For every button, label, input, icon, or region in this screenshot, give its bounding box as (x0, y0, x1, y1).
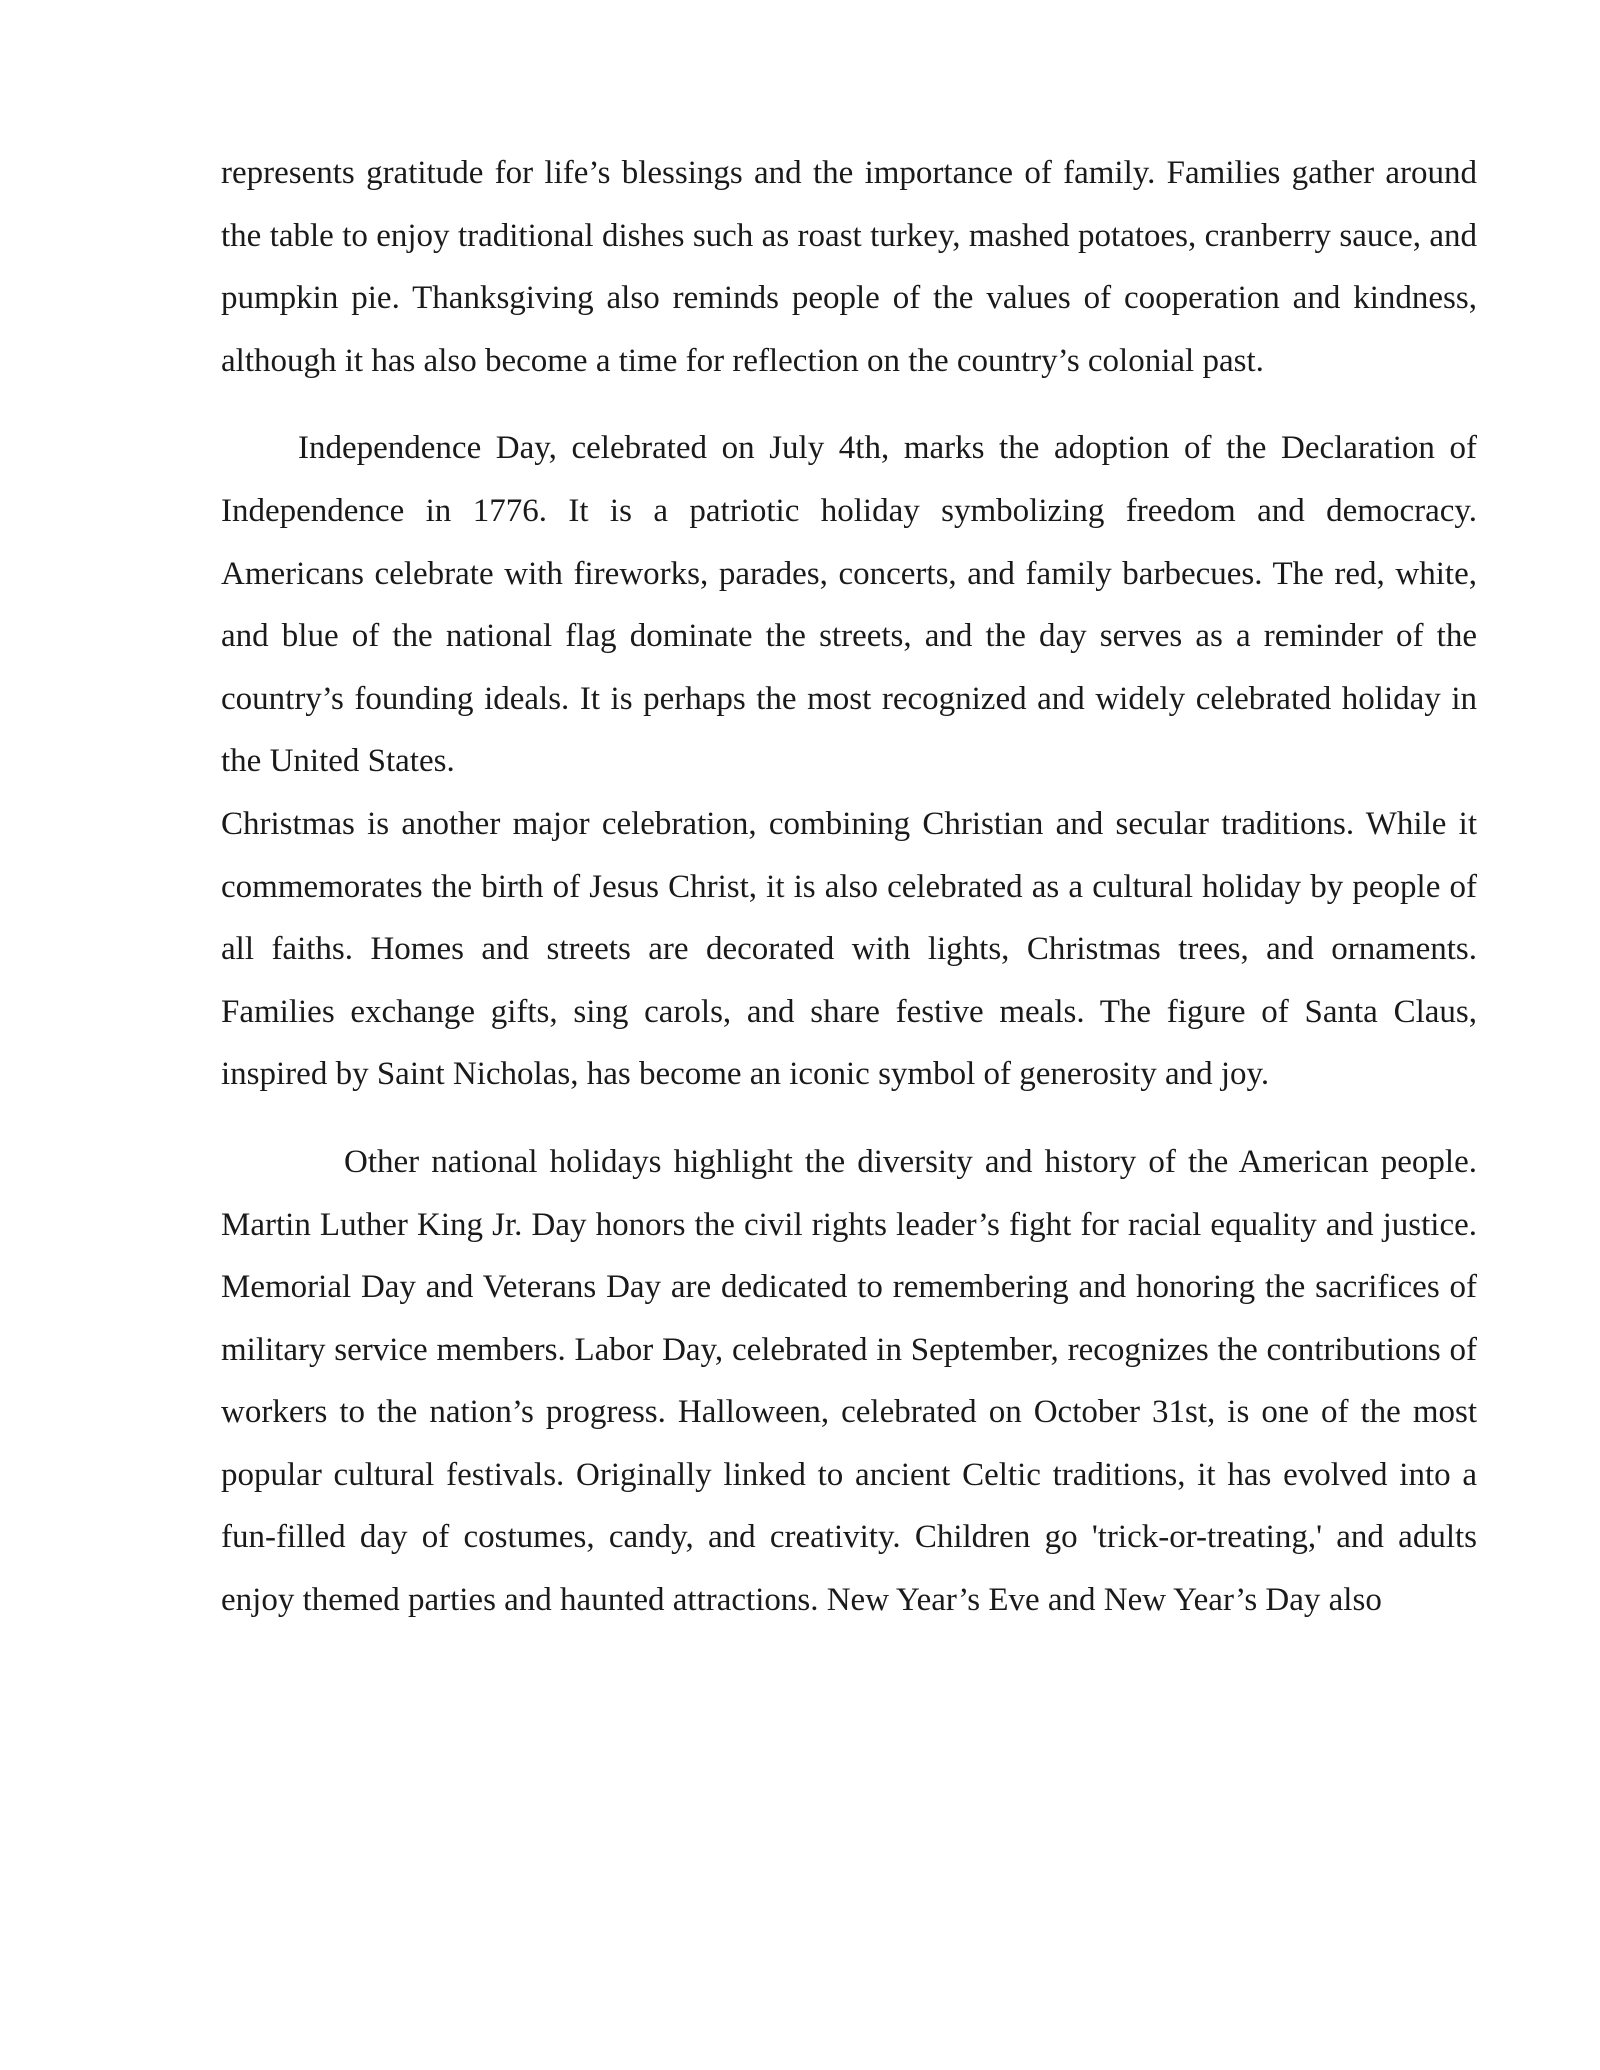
paragraph-other-holidays: Other national holidays highlight the diversity and history of the American people. Martin Luther King Jr. Day honors the civil rights leader’s fight for racial equality and justice. Memorial Day and Veterans Day are dedicated to remembering and honoring the sacrifices of military service members. Labor Day, celebrated in September, recognizes the contributions of workers to the nation’s progress. Halloween, celebrated on October 31st, is one of the most popular cultural festivals. Originally linked to ancient Celtic traditions, it has evolved into a fun-filled day of costumes, candy, and creativity. Children go 'trick-or-treating,' and adults enjoy themed parties and haunted attractions. New Year’s Eve and New Year’s Day also (221, 1143, 1477, 1619)
paragraph-independence-day (221, 417, 1477, 1106)
paragraph-independence-day-text: Independence Day, celebrated on July 4th, marks the adoption of the Declaration of Independence in 1776. It is a patriotic holiday symbolizing freedom and democracy. Americans celebrate with fireworks, parades, concerts, and family barbecues. The red, white, and blue of the national flag dominate the streets, and the day serves as a reminder of the country’s founding ideals. It is perhaps the most recognized and widely celebrated holiday in the United States. (221, 430, 1477, 780)
paragraph-christmas-text: Christmas is another major celebration, combining Christian and secular traditions. While it commemorates the birth of Jesus Christ, it is also celebrated as a cultural holiday by people of all faiths. Homes and streets are decorated with lights, Christmas trees, and ornaments. Families exchange gifts, sing carols, and share festive meals. The figure of Santa Claus, inspired by Saint Nicholas, has become an iconic symbol of generosity and joy. (221, 805, 1477, 1093)
paragraph-thanksgiving-continued: represents gratitude for life’s blessings and the importance of family. Families gather around the table to enjoy traditional dishes such as roast turkey, mashed potatoes, cranberry sauce, and pumpkin pie. Thanksgiving also reminds people of the values of cooperation and kindness, although it has also become a time for reflection on the country’s colonial past. (221, 155, 1477, 379)
document-body (221, 142, 1477, 1632)
